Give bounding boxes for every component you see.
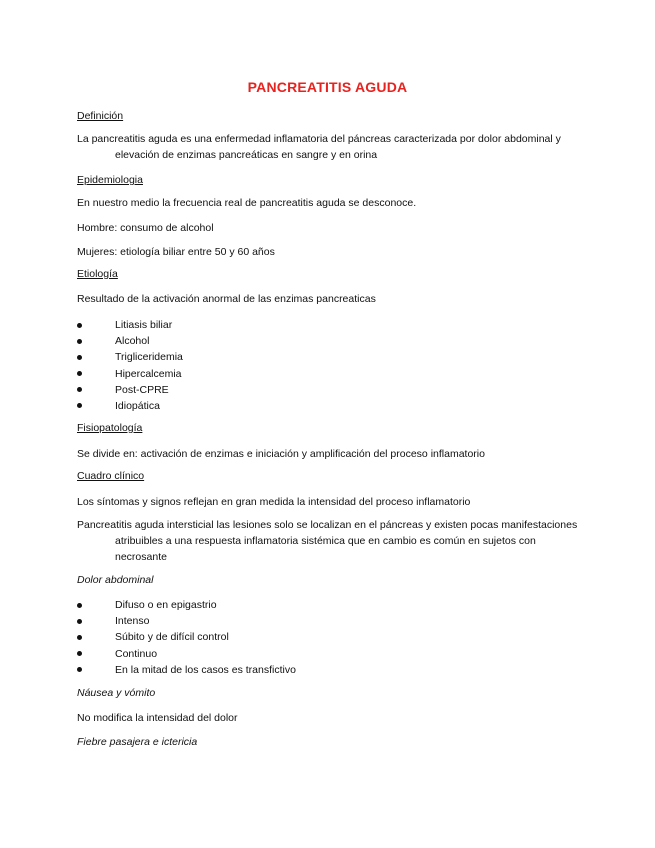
bullet-icon <box>77 651 82 656</box>
bullet-icon <box>77 355 82 360</box>
heading-epidemiologia: Epidemiologia <box>77 174 143 186</box>
definicion-line-2: elevación de enzimas pancreáticas en sangre y en orina <box>115 149 378 161</box>
bullet-icon <box>77 619 82 624</box>
etiologia-intro: Resultado de la activación anormal de las enzimas pancreaticas <box>77 293 376 305</box>
list-item: Trigliceridemia <box>77 349 183 365</box>
list-item: Súbito y de difícil control <box>77 629 296 645</box>
list-item: Idiopática <box>77 398 183 414</box>
subheading-fiebre: Fiebre pasajera e ictericia <box>77 736 198 748</box>
heading-fisiopatologia: Fisiopatología <box>77 422 143 434</box>
document-title: PANCREATITIS AGUDA <box>247 79 408 95</box>
bullet-icon <box>77 387 82 392</box>
subheading-nausea-vomito: Náusea y vómito <box>77 687 156 699</box>
list-item: Difuso o en epigastrio <box>77 597 296 613</box>
bullet-icon <box>77 635 82 640</box>
bullet-icon <box>77 371 82 376</box>
definicion-line-1: La pancreatitis aguda es una enfermedad inflamatoria del páncreas caracterizada por dolor abdominal y <box>77 133 561 145</box>
list-item: Intenso <box>77 613 296 629</box>
list-item: Post-CPRE <box>77 382 183 398</box>
cuadro-clinico-line-3: necrosante <box>115 551 167 563</box>
list-item: En la mitad de los casos es transfictivo <box>77 662 296 678</box>
cuadro-clinico-paragraph-2 <box>77 517 577 565</box>
bullet-icon <box>77 667 82 672</box>
list-item: Alcohol <box>77 333 183 349</box>
nausea-paragraph: No modifica la intensidad del dolor <box>77 712 238 724</box>
cuadro-clinico-paragraph-1: Los síntomas y signos reflejan en gran medida la intensidad del proceso inflamatorio <box>77 496 471 508</box>
cuadro-clinico-line-2: atribuibles a una respuesta inflamatoria sistémica que en cambio es común en sujetos con <box>115 535 536 547</box>
bullet-icon <box>77 323 82 328</box>
subheading-dolor-abdominal: Dolor abdominal <box>77 574 154 586</box>
heading-etiologia: Etiología <box>77 268 118 280</box>
bullet-icon <box>77 339 82 344</box>
list-item: Continuo <box>77 646 296 662</box>
bullet-icon <box>77 603 82 608</box>
dolor-abdominal-list <box>77 597 296 678</box>
epidemiologia-paragraph-3: Mujeres: etiología biliar entre 50 y 60 años <box>77 246 275 258</box>
heading-cuadro-clinico: Cuadro clínico <box>77 470 145 482</box>
epidemiologia-paragraph-2: Hombre: consumo de alcohol <box>77 222 214 234</box>
bullet-icon <box>77 403 82 408</box>
heading-definicion: Definición <box>77 110 124 122</box>
cuadro-clinico-line-1: Pancreatitis aguda intersticial las lesiones solo se localizan en el páncreas y existen pocas manifestaciones <box>77 519 578 531</box>
definicion-paragraph <box>77 131 577 163</box>
fisiopatologia-paragraph: Se divide en: activación de enzimas e iniciación y amplificación del proceso inflamatorio <box>77 448 485 460</box>
list-item: Hipercalcemia <box>77 366 183 382</box>
list-item: Litiasis biliar <box>77 317 183 333</box>
etiologia-list <box>77 317 183 414</box>
epidemiologia-paragraph-1: En nuestro medio la frecuencia real de pancreatitis aguda se desconoce. <box>77 197 417 209</box>
